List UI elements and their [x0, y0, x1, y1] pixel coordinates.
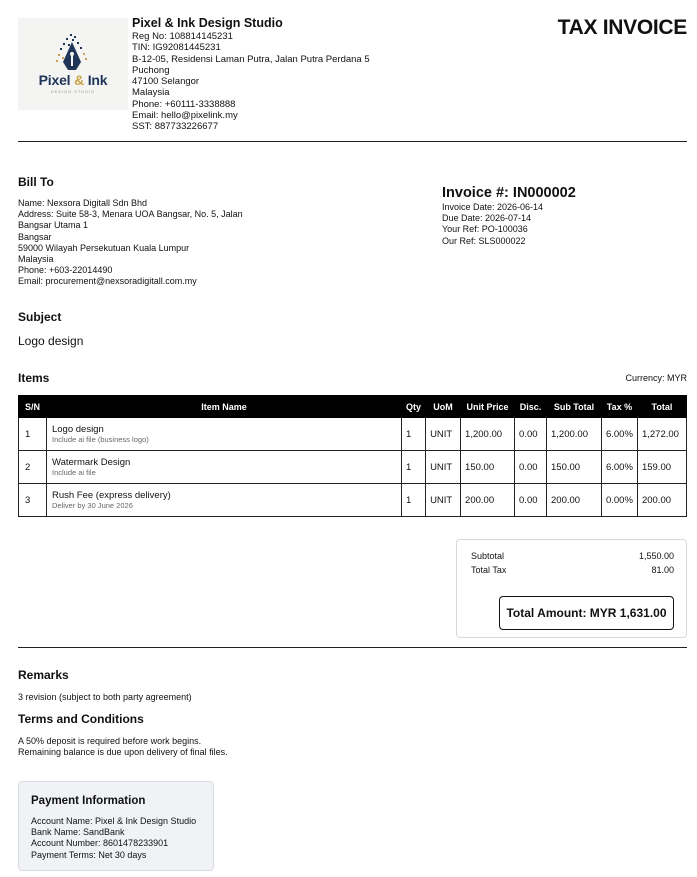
- item-name: Logo design: [51, 424, 104, 435]
- payment-details: [31, 816, 196, 861]
- document-title: TAX INVOICE: [557, 16, 687, 39]
- invoice-our-ref: Our Ref: SLS000022: [442, 235, 526, 246]
- item-description: Include ai file: [51, 468, 96, 477]
- bill-to-address-line: Bangsar: [18, 231, 52, 242]
- company-reg-no: Reg No: 108814145231: [132, 31, 233, 42]
- terms-line: A 50% deposit is required before work begins.: [18, 736, 202, 746]
- invoice-date: Invoice Date: 2026-06-14: [442, 202, 544, 212]
- payment-info-box: [18, 781, 214, 871]
- company-name: Pixel & Ink Design Studio: [132, 16, 283, 30]
- subtotal-value: 1,550.00: [638, 551, 674, 561]
- bill-to-email: Email: procurement@nexsoradigitall.com.my: [18, 276, 197, 287]
- subtotal-label: Subtotal: [471, 551, 505, 561]
- cell-qty: 1: [402, 451, 426, 484]
- cell-discount: 0.00: [515, 484, 547, 517]
- cell-total: 1,272.00: [637, 418, 686, 451]
- company-phone: Phone: +60111-3338888: [132, 98, 236, 110]
- item-name: Watermark Design: [51, 457, 131, 468]
- table-header-row: [19, 396, 687, 418]
- currency-label: Currency: MYR: [625, 373, 687, 383]
- column-header-sub-total: Sub Total: [547, 396, 602, 418]
- cell-sn: 3: [19, 484, 47, 517]
- column-header-unit-price: Unit Price: [461, 396, 515, 418]
- remarks-text: 3 revision (subject to both party agreement): [18, 692, 192, 702]
- logo-wordmark: Pixel & Ink: [38, 72, 108, 88]
- column-header-uom: UoM: [426, 396, 461, 418]
- invoice-your-ref: Your Ref: PO-100036: [442, 224, 528, 235]
- table-row: [19, 451, 687, 484]
- bill-to-address-line: Address: Suite 58-3, Menara UOA Bangsar, No. 5, Jalan: [18, 209, 243, 220]
- company-details: [132, 16, 392, 133]
- subject-value: Logo design: [18, 334, 84, 348]
- cell-discount: 0.00: [515, 451, 547, 484]
- cell-qty: 1: [402, 484, 426, 517]
- column-header-sn: S/N: [19, 396, 47, 418]
- terms-heading: Terms and Conditions: [18, 712, 144, 726]
- column-header-item-name: Item Name: [46, 396, 401, 418]
- cell-uom: UNIT: [426, 451, 461, 484]
- item-name: Rush Fee (express delivery): [51, 490, 171, 501]
- items-table: [18, 395, 687, 517]
- cell-discount: 0.00: [515, 418, 547, 451]
- payment-account-name: Account Name: Pixel & Ink Design Studio: [31, 816, 197, 826]
- total-amount: Total Amount: MYR 1,631.00: [499, 596, 674, 630]
- cell-sub-total: 1,200.00: [547, 418, 602, 451]
- cell-tax: 6.00%: [601, 418, 637, 451]
- company-address-line: Malaysia: [132, 87, 170, 99]
- terms-line: Remaining balance is due upon delivery of final files.: [18, 747, 228, 758]
- invoice-number: Invoice #: IN000002: [442, 185, 576, 201]
- company-address-line: Puchong: [132, 64, 170, 76]
- terms-text: [18, 736, 228, 758]
- bill-to-address-line: Bangsar Utama 1: [18, 220, 89, 231]
- cell-item: [46, 418, 401, 451]
- cell-total: 159.00: [637, 451, 686, 484]
- total-tax-value: 81.00: [651, 565, 674, 575]
- cell-total: 200.00: [637, 484, 686, 517]
- column-header-total: Total: [637, 396, 686, 418]
- cell-sub-total: 150.00: [547, 451, 602, 484]
- company-logo: [18, 18, 128, 110]
- invoice-due-date: Due Date: 2026-07-14: [442, 213, 532, 224]
- bill-to-address-line: Malaysia: [18, 254, 54, 265]
- cell-tax: 0.00%: [601, 484, 637, 517]
- pen-nib-icon: [50, 32, 94, 76]
- items-heading: Items: [18, 371, 50, 385]
- summary-divider: [18, 647, 687, 648]
- table-row: [19, 418, 687, 451]
- company-email: Email: hello@pixelink.my: [132, 110, 238, 122]
- column-header-discount: Disc.: [515, 396, 547, 418]
- item-description: Include ai file (business logo): [51, 435, 149, 444]
- logo-tagline: DESIGN STUDIO: [50, 89, 96, 94]
- cell-qty: 1: [402, 418, 426, 451]
- cell-item: [46, 484, 401, 517]
- cell-unit-price: 200.00: [461, 484, 515, 517]
- cell-sn: 1: [19, 418, 47, 451]
- column-header-tax: Tax %: [601, 396, 637, 418]
- payment-terms: Payment Terms: Net 30 days: [31, 849, 147, 860]
- cell-uom: UNIT: [426, 484, 461, 517]
- cell-tax: 6.00%: [601, 451, 637, 484]
- totals-summary: [456, 539, 687, 638]
- bill-to-address-line: 59000 Wilayah Persekutuan Kuala Lumpur: [18, 242, 190, 253]
- company-address-line: B-12-05, Residensi Laman Putra, Jalan Putra Perdana 5: [132, 53, 370, 65]
- cell-unit-price: 150.00: [461, 451, 515, 484]
- cell-sub-total: 200.00: [547, 484, 602, 517]
- company-sst: SST: 887733226677: [132, 121, 219, 133]
- table-row: [19, 484, 687, 517]
- cell-uom: UNIT: [426, 418, 461, 451]
- payment-bank-name: Bank Name: SandBank: [31, 827, 125, 838]
- invoice-meta: [442, 185, 576, 247]
- cell-sn: 2: [19, 451, 47, 484]
- header-divider: [18, 141, 687, 142]
- cell-unit-price: 1,200.00: [461, 418, 515, 451]
- remarks-heading: Remarks: [18, 668, 69, 682]
- item-description: Deliver by 30 June 2026: [51, 501, 133, 510]
- bill-to-phone: Phone: +603-22014490: [18, 265, 113, 276]
- payment-heading: Payment Information: [31, 795, 146, 807]
- total-tax-label: Total Tax: [471, 565, 507, 575]
- bill-to-name: Name: Nexsora Digitall Sdn Bhd: [18, 198, 148, 208]
- bill-to-heading: Bill To: [18, 175, 54, 189]
- column-header-qty: Qty: [402, 396, 426, 418]
- payment-account-number: Account Number: 8601478233901: [31, 838, 169, 849]
- cell-item: [46, 451, 401, 484]
- company-address-line: 47100 Selangor: [132, 76, 200, 88]
- bill-to-details: [18, 198, 278, 288]
- company-tin: TIN: IG92081445231: [132, 42, 221, 54]
- subject-heading: Subject: [18, 310, 62, 324]
